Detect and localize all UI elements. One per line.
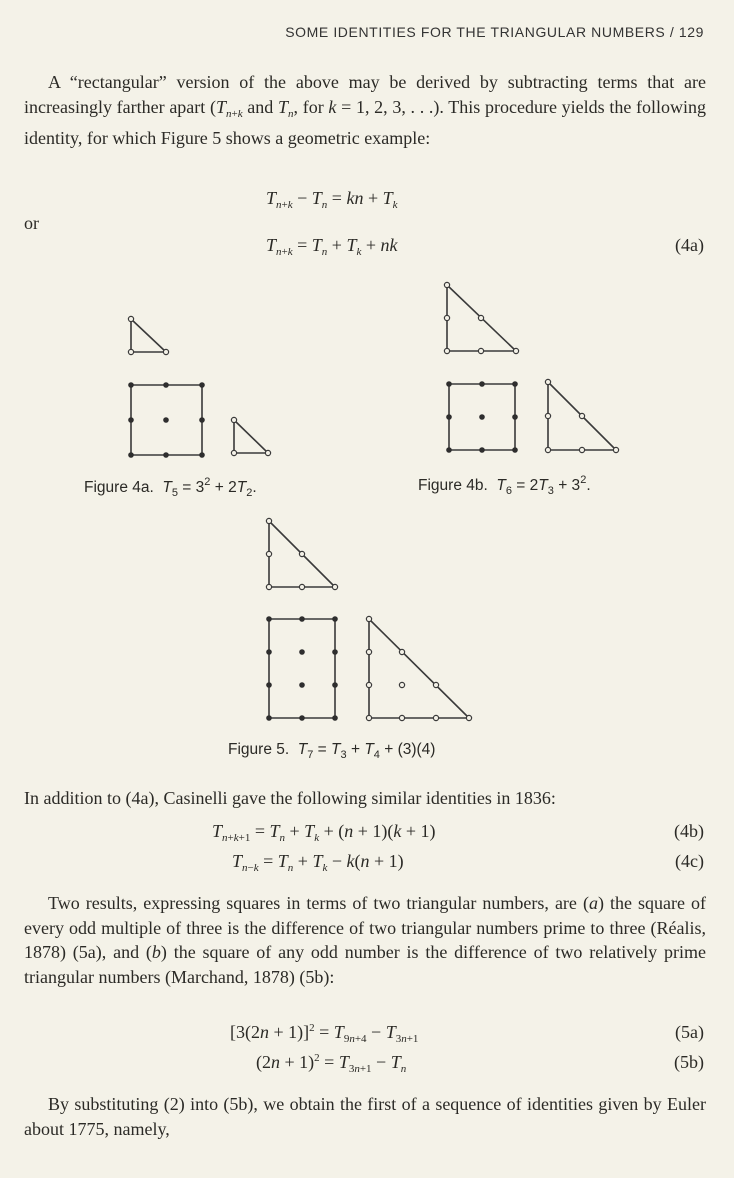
figure-4a-diagram: [120, 310, 280, 460]
equation-number-4b: (4b): [674, 821, 704, 841]
paragraph-casinelli: In addition to (4a), Casinelli gave the following similar identities in 1836:: [24, 788, 556, 808]
equation-number-4c: (4c): [675, 851, 704, 871]
equation-4b: $T_{n+k+1} = T_n + T_k + (n + 1)(k + 1)$: [212, 821, 436, 844]
triangle-t2-right: [231, 417, 270, 455]
equation-number-5a: (5a): [675, 1022, 704, 1042]
figure-4b-diagram: [440, 280, 640, 455]
equation-5a: $[3(2n + 1)]^2 = T_{9n+4} - T_{3n+1}$: [230, 1022, 419, 1045]
paragraph-euler: By substituting (2) into (5b), we obtain the first of a sequence of identities given by Euler about 1775, namely,: [24, 1094, 706, 1139]
equation-difference: $T_{n+k} - T_n$ = kn + $T_k$: [266, 188, 398, 211]
equation-4c: $T_{n-k} = T_n + T_k - k(n + 1)$: [232, 851, 404, 874]
square-3x3: [128, 382, 205, 458]
rectangle-3x4: [266, 616, 338, 721]
figure-4a-caption: Figure 4a. $T_5 = 3^2 + 2T_2$.: [84, 476, 257, 499]
triangle-t2-top: [128, 316, 168, 354]
triangle-t3-top: [444, 282, 518, 353]
triangle-t4-right: [366, 616, 471, 720]
equation-5b: $(2n + 1)^2 = T_{3n+1} - T_n$: [256, 1052, 407, 1075]
equation-4a: $T_{n+k} = T_n + T_k$ + nk: [266, 235, 398, 258]
paragraph-squares: Two results, expressing squares in terms of two triangular numbers, are (a) the square of every odd multiple of three is the difference of two triangular numbers prime to three (Réalis, 1878) (5a), and (b) the square of any odd number is the difference of two relatively prime triangular numbers (Marchand, 1878) (5b):: [24, 893, 706, 987]
figure-5-diagram: [260, 512, 480, 724]
equation-number-5b: (5b): [674, 1052, 704, 1072]
paragraph-rectangular-version: A “rectangular” version of the above may be derived by subtracting terms that are increasingly farther apart ($T_{n+k}$ and $T_n$, for k = 1, 2, 3, . . .). This procedure yields the following identity, for which Figure 5 shows a geometric example:: [24, 72, 706, 148]
figure-5-caption: Figure 5. $T_7 = T_3 + T_4 + (3)(4)$: [228, 741, 436, 761]
square-3x3: [446, 381, 518, 453]
figure-4b-caption: Figure 4b. $T_6 = 2T_3 + 3^2$.: [418, 474, 591, 497]
triangle-t3-right: [545, 379, 618, 452]
word-or: or: [24, 213, 39, 233]
running-header: SOME IDENTITIES FOR THE TRIANGULAR NUMBERS / 129: [285, 24, 704, 40]
equation-number-4a: (4a): [675, 235, 704, 255]
triangle-t3-top: [266, 518, 337, 589]
